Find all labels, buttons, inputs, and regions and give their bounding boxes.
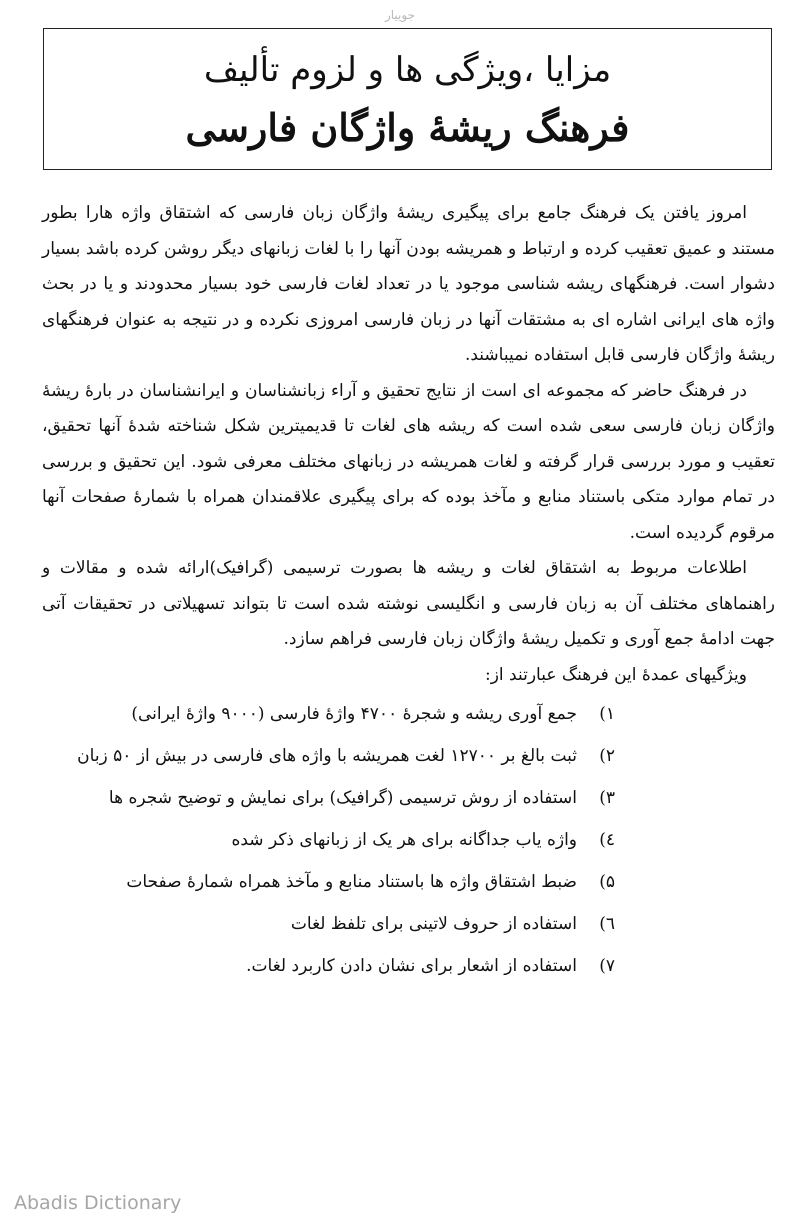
list-item-text: واژه یاب جداگانه برای هر یک از زبانهای ذکر شده bbox=[231, 830, 577, 850]
list-item-number: ۱) bbox=[599, 704, 615, 724]
list-item-number: ۷) bbox=[599, 956, 615, 976]
list-item-text: جمع آوری ریشه و شجرۀ ۴۷۰۰ واژۀ فارسی (۹۰۰۰ واژۀ ایرانی) bbox=[131, 704, 577, 724]
list-item bbox=[42, 693, 615, 735]
list-item-text: ضبط اشتقاق واژه ها باستناد منابع و مآخذ همراه شمارۀ صفحات bbox=[126, 872, 577, 892]
paragraph-1: امروز یافتن یک فرهنگ جامع برای پیگیری ریشۀ واژگان زبان فارسی که اشتقاق واژه هارا بطور مستند و عمیق تعقیب کرده و ارتباط و همریشه بودن آنها را با لغات زبانهای دیگر روشن کرده باشد بسیار دشوار است. فرهنگهای ریشه شناسی موجود یا در تعداد لغات فارسی خود بسیار محدودند و یا در بحث واژه های ایرانی اشاره ای به مشتقات آنها در زبان فارسی امروزی نکرده و در نتیجه به عنوان فرهنگهای ریشۀ واژگان فارسی قابل استفاده نمیباشند. bbox=[42, 203, 775, 365]
list-item-number: ۵) bbox=[599, 872, 615, 892]
list-item-number: ٤) bbox=[599, 830, 615, 850]
list-item bbox=[42, 861, 615, 903]
features-intro: ویژگیهای عمدۀ این فرهنگ عبارتند از: bbox=[484, 664, 747, 685]
list-item bbox=[42, 777, 615, 819]
top-watermark: جوییار bbox=[384, 8, 416, 22]
document-body bbox=[42, 196, 775, 987]
list-item-number: ۲) bbox=[599, 746, 615, 766]
list-item-text: استفاده از روش ترسیمی (گرافیک) برای نمایش و توضیح شجره ها bbox=[108, 788, 577, 808]
list-item-text: ثبت بالغ بر ۱۲۷۰۰ لغت همریشه با واژه های فارسی در بیش از ۵۰ زبان bbox=[77, 746, 577, 766]
title-line-2: فرهنگ ریشۀ واژگان فارسی bbox=[185, 105, 630, 150]
list-item-number: ۳) bbox=[599, 788, 615, 808]
list-item bbox=[42, 735, 615, 777]
paragraph-2: در فرهنگ حاضر که مجموعه ای است از نتایج تحقیق و آراء زبانشناسان و ایرانشناسان در بارۀ ریشۀ واژگان زبان فارسی سعی شده است که ریشه های لغات تا قدیمیترین شکل شناخته شدۀ آنها تحقیق، تعقیب و مورد بررسی قرار گرفته و لغات همریشه در زبانهای مختلف معرفی شود. این تحقیق و بررسی در تمام موارد متکی باستناد منابع و مآخذ بوده که برای پیگیری علاقمندان همراه با شمارۀ صفحات آنها مرقوم گردیده است. bbox=[42, 380, 775, 543]
title-box bbox=[43, 28, 772, 170]
list-item-text: استفاده از اشعار برای نشان دادن کاربرد لغات. bbox=[246, 956, 577, 976]
list-item bbox=[42, 903, 615, 945]
list-item bbox=[42, 819, 615, 861]
paragraph-3: اطلاعات مربوط به اشتقاق لغات و ریشه ها بصورت ترسیمی (گرافیک)ارائه شده و مقالات و راهنماهای مختلف آن به زبان فارسی و انگلیسی نوشته شده است تا بتواند تسهیلاتی در تحقیقات آتی جهت ادامۀ جمع آوری و تکمیل ریشۀ واژگان زبان فارسی فراهم سازد. bbox=[42, 558, 775, 649]
feature-list bbox=[42, 693, 775, 987]
list-item-text: استفاده از حروف لاتینی برای تلفظ لغات bbox=[290, 914, 577, 934]
site-watermark: Abadis Dictionary bbox=[14, 1192, 182, 1214]
list-item bbox=[42, 945, 615, 987]
list-item-number: ٦) bbox=[599, 914, 615, 934]
title-line-1: مزایا ،ویژگی ها و لزوم تألیف bbox=[203, 50, 612, 90]
